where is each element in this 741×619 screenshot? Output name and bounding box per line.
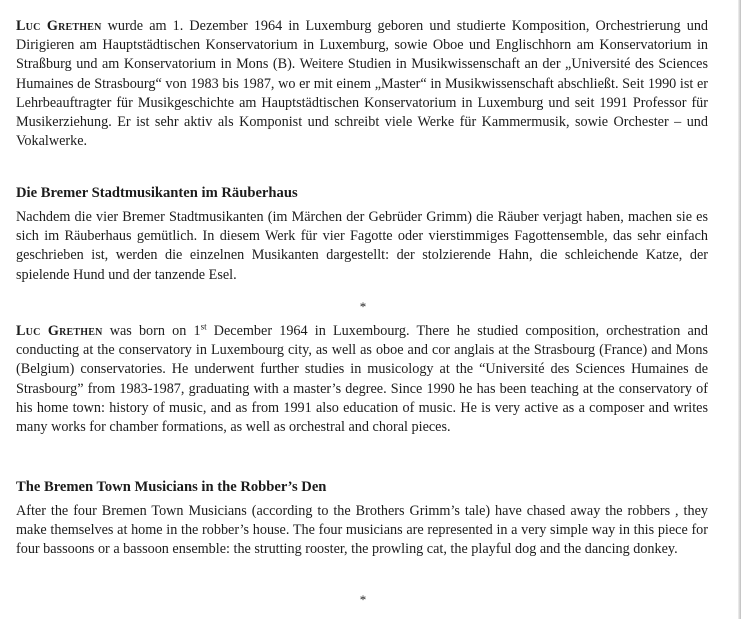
section-separator: * [359,299,367,314]
composer-name: Luc Grethen [16,323,103,339]
composer-name: Luc Grethen [16,18,102,34]
german-work-title: Die Bremer Stadtmusikanten im Räuberhaus [16,185,298,201]
english-work-description: After the four Bremen Town Musicians (according to the Brothers Grimm’s tale) have chased away the robbers , they make themselves at home in the robber’s house. The four musicians are represented in a very simple way in this piece for four bassoons or a bassoon ensemble: the strutting rooster, the prowling cat, the playful dog and the dancing donkey. [16,503,708,558]
ordinal-suffix: st [200,321,207,332]
english-biography-text: December 1964 in Luxembourg. There he studied composition, orchestration and conducting at the conservatory in Luxembourg city, as well as oboe and cor anglais at the Strasbourg (France) and Mons (Belgium) conservatories. He underwent further studies in musicology at the “Université des Sciences Humaines de Strasbourg” from 1983-1987, graduating with a master’s degree. Since 1990 he has been teaching at the conservatory of his home town: history of music, and as from 1991 also education of music. He is very active as a composer and writes many works for chamber formations, as well as orchestral and choral pieces. [16,323,708,436]
german-work-description: Nachdem die vier Bremer Stadtmusikanten (im Märchen der Gebrüder Grimm) die Räuber verjagt haben, machen sie es sich im Räuberhaus gemütlich. In diesem Werk für vier Fagotte oder vierstimmiges Fagottensemble, das sehr einfach geschrieben ist, werden die einzelnen Musikanten dargestellt: der stolzierende Hahn, die schleichende Katze, der spielende Hund und der tanzende Esel. [16,209,708,283]
english-work-title: The Bremen Town Musicians in the Robber’s Den [16,479,327,495]
english-biography-text-start: was born on 1 [102,323,201,339]
section-separator: * [359,592,367,607]
german-biography-paragraph [16,17,708,151]
german-biography-text: wurde am 1. Dezember 1964 in Luxemburg geboren und studierte Komposition, Orchestrierung und Dirigieren am Hauptstädtischen Konservatorium in Luxemburg, sowie Oboe und Englischhorn am Konservatorium in Straßburg und am Konservatorium in Mons (B). Weitere Studien in Musikwissenschaft an der „Université des Sciences Humaines de Strasbourg“ von 1983 bis 1987, wo er mit einem „Master“ in Musikwissenschaft abschließt. Seit 1990 ist er Lehrbeauftragter für Musikgeschichte am Hauptstädtischen Konservatorium in Luxemburg und seit 1991 Professor für Musikerziehung. Er ist sehr aktiv als Komponist und schreibt viele Werke für Kammermusik, sowie Orchester – und Vokalwerke. [16,18,709,150]
english-biography-paragraph [16,322,708,437]
